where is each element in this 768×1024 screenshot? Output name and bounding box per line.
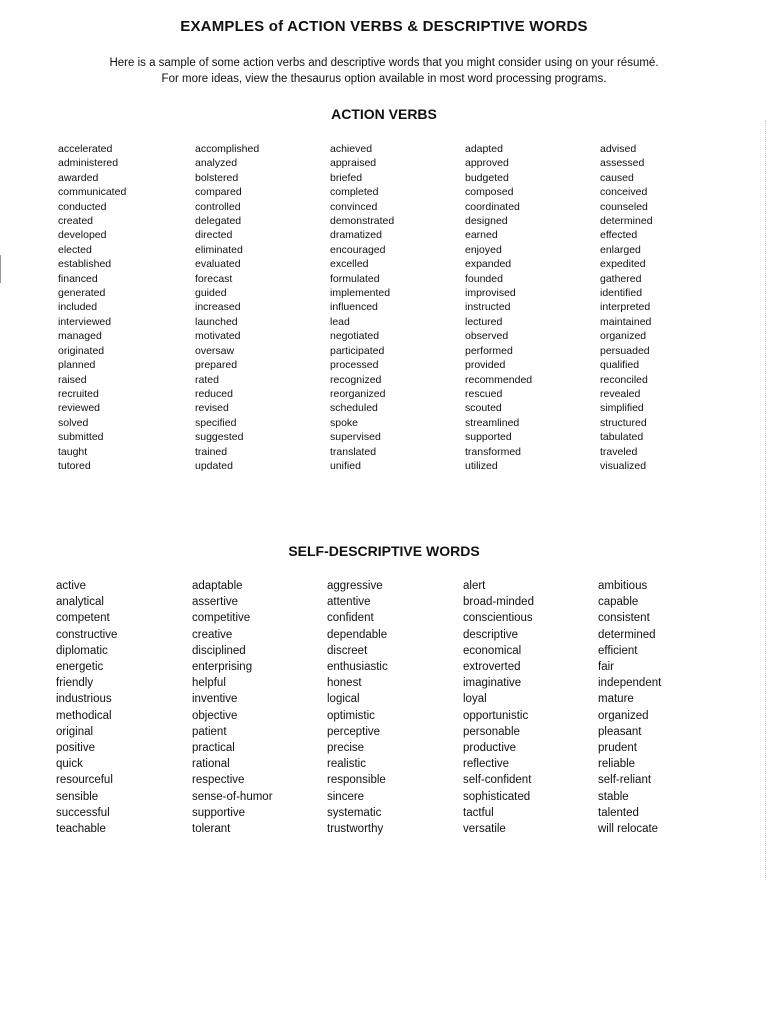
self-descriptive-word: enterprising xyxy=(192,661,253,674)
action-verb-word: organized xyxy=(600,330,647,343)
action-verb-word: specified xyxy=(195,416,237,429)
self-descriptive-word: systematic xyxy=(327,806,382,819)
action-verb-word: submitted xyxy=(58,431,104,444)
action-verb-word: influenced xyxy=(330,301,378,314)
self-descriptive-word: extroverted xyxy=(463,661,521,674)
action-verb-word: lead xyxy=(330,315,350,328)
self-descriptive-word: confident xyxy=(327,612,374,625)
action-verb-word: accelerated xyxy=(58,143,113,155)
self-descriptive-word: energetic xyxy=(56,661,104,674)
self-descriptive-word: diplomatic xyxy=(56,644,108,657)
self-descriptive-word: capable xyxy=(598,596,639,609)
action-verb-word: traveled xyxy=(600,445,638,458)
self-descriptive-word: efficient xyxy=(598,644,638,657)
action-verb-word: simplified xyxy=(600,402,644,415)
action-verb-word: demonstrated xyxy=(330,215,395,228)
scan-artifact-mark xyxy=(0,255,1,283)
self-descriptive-word: industrious xyxy=(56,693,112,706)
action-verb-word: recognized xyxy=(330,373,382,386)
self-descriptive-word: quick xyxy=(56,758,83,771)
self-descriptive-word: supportive xyxy=(192,806,246,819)
self-descriptive-word: realistic xyxy=(327,758,366,771)
self-descriptive-word: assertive xyxy=(192,596,239,609)
action-verb-word: maintained xyxy=(600,315,652,328)
action-verb-word: evaluated xyxy=(195,258,241,271)
self-descriptive-word: self-confident xyxy=(463,774,532,787)
action-verb-word: planned xyxy=(58,359,96,372)
self-descriptive-word: analytical xyxy=(56,596,104,609)
action-verb-word: completed xyxy=(330,186,379,199)
action-verb-word: dramatized xyxy=(330,229,382,242)
self-descriptive-word: ambitious xyxy=(598,580,648,592)
self-descriptive-word: versatile xyxy=(463,823,506,836)
action-verb-word: trained xyxy=(195,445,228,458)
action-verb-word: launched xyxy=(195,315,238,328)
self-descriptive-word: patient xyxy=(192,725,227,738)
action-verb-word: increased xyxy=(195,301,241,314)
action-verb-word: unified xyxy=(330,459,361,472)
self-descriptive-word: constructive xyxy=(56,628,118,641)
action-verb-word: reviewed xyxy=(58,402,101,415)
self-descriptive-column-5 xyxy=(598,578,661,837)
action-verb-word: reduced xyxy=(195,387,233,400)
self-descriptive-word: self-reliant xyxy=(598,774,652,787)
action-verb-word: briefed xyxy=(330,171,363,184)
action-verb-word: interviewed xyxy=(58,315,112,328)
action-verb-word: financed xyxy=(58,272,98,285)
self-descriptive-word: consistent xyxy=(598,612,650,625)
action-verb-word: founded xyxy=(465,272,503,285)
action-verb-word: streamlined xyxy=(465,416,520,429)
action-verb-word: approved xyxy=(465,157,509,170)
action-verb-word: suggested xyxy=(195,431,244,444)
self-descriptive-word: competitive xyxy=(192,612,251,625)
self-descriptive-word: successful xyxy=(56,806,110,819)
action-verb-word: taught xyxy=(58,445,88,458)
intro-line-1: Here is a sample of some action verbs and descriptive words that you might consider using on your résumé. xyxy=(109,57,659,69)
action-verb-word: assessed xyxy=(600,157,645,170)
action-verb-word: raised xyxy=(58,373,87,386)
self-descriptive-word: organized xyxy=(598,709,649,722)
self-descriptive-word: economical xyxy=(463,644,522,657)
self-descriptive-word: sensible xyxy=(56,790,99,803)
self-descriptive-word: independent xyxy=(598,677,662,690)
self-descriptive-word: conscientious xyxy=(463,612,533,625)
action-verb-word: forecast xyxy=(195,272,233,285)
action-verb-word: delegated xyxy=(195,215,242,228)
action-verb-word: reorganized xyxy=(330,387,386,400)
action-verb-word: gathered xyxy=(600,272,642,285)
action-verb-word: oversaw xyxy=(195,344,235,357)
action-verb-word: achieved xyxy=(330,143,373,155)
self-descriptive-word: adaptable xyxy=(192,580,243,592)
self-descriptive-word: methodical xyxy=(56,709,112,722)
action-verb-word: advised xyxy=(600,143,637,155)
self-descriptive-word: tactful xyxy=(463,806,494,819)
action-verb-word: implemented xyxy=(330,287,391,300)
self-descriptive-word: determined xyxy=(598,628,656,641)
self-descriptive-word: will relocate xyxy=(598,823,659,836)
self-descriptive-word: prudent xyxy=(598,742,638,755)
action-verb-word: translated xyxy=(330,445,377,458)
action-verb-word: elected xyxy=(58,243,92,256)
self-descriptive-word: discreet xyxy=(327,644,368,657)
action-verb-word: interpreted xyxy=(600,301,651,314)
action-verb-word: recommended xyxy=(465,373,533,386)
self-descriptive-word: active xyxy=(56,580,87,592)
self-descriptive-word: objective xyxy=(192,709,238,722)
self-descriptive-word: sincere xyxy=(327,790,365,803)
action-verb-column-1 xyxy=(58,142,126,473)
self-descriptive-word: alert xyxy=(463,580,486,592)
action-verb-word: supported xyxy=(465,431,512,444)
action-verb-word: conceived xyxy=(600,186,648,199)
action-verb-word: caused xyxy=(600,171,634,184)
action-verb-word: expedited xyxy=(600,258,646,271)
self-descriptive-word: productive xyxy=(463,742,517,755)
self-descriptive-word: personable xyxy=(463,725,520,738)
self-descriptive-word: sense-of-humor xyxy=(192,790,273,803)
self-descriptive-word: broad-minded xyxy=(463,596,534,609)
self-descriptive-word: stable xyxy=(598,790,629,803)
self-descriptive-word: inventive xyxy=(192,693,238,706)
self-descriptive-word: sophisticated xyxy=(463,790,531,803)
self-descriptive-word: trustworthy xyxy=(327,823,384,836)
self-descriptive-word: fair xyxy=(598,661,614,674)
action-verb-word: administered xyxy=(58,157,119,170)
self-descriptive-word: creative xyxy=(192,628,233,641)
action-verb-word: awarded xyxy=(58,171,99,184)
action-verb-column-4 xyxy=(465,142,532,473)
action-verb-word: motivated xyxy=(195,330,241,343)
action-verb-word: supervised xyxy=(330,431,381,444)
action-verb-word: formulated xyxy=(330,272,380,285)
action-verb-word: originated xyxy=(58,344,105,357)
self-descriptive-word: practical xyxy=(192,742,235,755)
self-descriptive-word: resourceful xyxy=(56,774,113,787)
self-descriptive-word: responsible xyxy=(327,774,386,787)
action-verb-word: performed xyxy=(465,344,513,357)
page-title: EXAMPLES of ACTION VERBS & DESCRIPTIVE WORDS xyxy=(180,18,588,35)
self-descriptive-word: positive xyxy=(56,742,95,755)
intro-text xyxy=(0,55,768,87)
action-verb-word: effected xyxy=(600,229,638,242)
action-verb-word: visualized xyxy=(600,459,647,472)
self-descriptive-word: reflective xyxy=(463,758,510,771)
action-verb-word: qualified xyxy=(600,359,640,372)
action-verb-word: transformed xyxy=(465,445,522,458)
action-verb-column-2 xyxy=(195,142,259,473)
self-descriptive-column-1 xyxy=(56,578,117,837)
action-verb-word: determined xyxy=(600,215,653,228)
action-verb-word: observed xyxy=(465,330,509,343)
self-descriptive-word: rational xyxy=(192,758,230,771)
action-verb-word: enjoyed xyxy=(465,243,502,256)
action-verb-word: compared xyxy=(195,186,242,199)
self-descriptive-word: opportunistic xyxy=(463,709,529,722)
self-descriptive-word: competent xyxy=(56,612,110,625)
self-descriptive-word: honest xyxy=(327,677,362,690)
action-verb-word: revised xyxy=(195,402,229,415)
action-verbs-heading: ACTION VERBS xyxy=(331,106,437,122)
action-verb-word: structured xyxy=(600,416,647,429)
action-verb-word: earned xyxy=(465,229,498,242)
self-descriptive-word: respective xyxy=(192,774,245,787)
action-verb-word: composed xyxy=(465,186,514,199)
action-verb-word: enlarged xyxy=(600,243,641,256)
action-verb-word: budgeted xyxy=(465,171,509,184)
self-descriptive-word: dependable xyxy=(327,628,388,641)
action-verb-word: adapted xyxy=(465,143,503,155)
action-verb-word: expanded xyxy=(465,258,512,271)
action-verb-word: appraised xyxy=(330,157,377,170)
action-verb-word: identified xyxy=(600,287,643,300)
self-descriptive-word: mature xyxy=(598,693,634,706)
self-descriptive-word: precise xyxy=(327,742,365,755)
self-descriptive-column-2 xyxy=(192,578,273,837)
self-descriptive-word: aggressive xyxy=(327,580,383,592)
self-descriptive-word: logical xyxy=(327,693,360,706)
action-verb-word: provided xyxy=(465,359,506,372)
action-verb-word: processed xyxy=(330,359,379,372)
action-verb-word: utilized xyxy=(465,459,498,472)
action-verb-word: lectured xyxy=(465,315,503,328)
self-descriptive-word: enthusiastic xyxy=(327,661,388,674)
action-verb-word: designed xyxy=(465,215,508,228)
action-verb-word: generated xyxy=(58,287,106,300)
action-verb-column-5 xyxy=(600,142,653,473)
action-verb-word: negotiated xyxy=(330,330,380,343)
self-descriptive-column-4 xyxy=(463,578,534,837)
action-verb-word: instructed xyxy=(465,301,511,314)
self-descriptive-word: pleasant xyxy=(598,725,642,738)
action-verb-word: scheduled xyxy=(330,402,378,415)
self-descriptive-word: original xyxy=(56,725,94,738)
action-verb-word: tutored xyxy=(58,459,91,472)
self-descriptive-column-3 xyxy=(327,578,388,837)
action-verb-word: created xyxy=(58,215,94,228)
intro-line-2: For more ideas, view the thesaurus option available in most word processing programs. xyxy=(161,73,607,85)
action-verb-word: accomplished xyxy=(195,143,260,155)
action-verb-word: developed xyxy=(58,229,107,242)
self-descriptive-word: reliable xyxy=(598,758,636,771)
self-descriptive-word: helpful xyxy=(192,677,226,690)
action-verb-word: guided xyxy=(195,287,227,300)
self-descriptive-word: loyal xyxy=(463,693,487,706)
action-verb-word: conducted xyxy=(58,200,107,213)
action-verb-word: improvised xyxy=(465,287,516,300)
action-verb-word: reconciled xyxy=(600,373,648,386)
self-descriptive-word: disciplined xyxy=(192,644,246,657)
action-verb-word: excelled xyxy=(330,258,369,271)
action-verb-word: rated xyxy=(195,373,219,386)
action-verb-word: spoke xyxy=(330,416,359,429)
action-verb-word: convinced xyxy=(330,200,378,213)
self-descriptive-word: talented xyxy=(598,806,639,819)
action-verb-word: tabulated xyxy=(600,431,644,444)
self-descriptive-word: teachable xyxy=(56,823,106,836)
action-verb-word: updated xyxy=(195,459,233,472)
action-verb-word: communicated xyxy=(58,186,127,199)
action-verb-word: included xyxy=(58,301,98,314)
action-verb-word: counseled xyxy=(600,200,648,213)
self-descriptive-word: tolerant xyxy=(192,823,231,836)
action-verb-word: analyzed xyxy=(195,157,238,170)
self-descriptive-word: friendly xyxy=(56,677,94,690)
self-descriptive-word: attentive xyxy=(327,596,371,609)
action-verb-word: participated xyxy=(330,344,385,357)
action-verb-word: bolstered xyxy=(195,171,239,184)
action-verb-word: managed xyxy=(58,330,102,343)
self-descriptive-word: descriptive xyxy=(463,628,518,641)
self-descriptive-word: imaginative xyxy=(463,677,522,690)
action-verb-word: established xyxy=(58,258,112,271)
action-verb-word: solved xyxy=(58,416,89,429)
action-verb-word: directed xyxy=(195,229,233,242)
self-descriptive-heading: SELF-DESCRIPTIVE WORDS xyxy=(288,543,480,559)
action-verb-word: persuaded xyxy=(600,344,650,357)
action-verb-column-3 xyxy=(330,142,394,473)
action-verb-word: scouted xyxy=(465,402,502,415)
scan-edge-dots xyxy=(764,120,766,880)
action-verb-word: encouraged xyxy=(330,243,386,256)
action-verb-word: rescued xyxy=(465,387,503,400)
action-verb-word: recruited xyxy=(58,387,99,400)
action-verb-word: revealed xyxy=(600,387,641,400)
action-verb-word: controlled xyxy=(195,200,241,213)
self-descriptive-word: perceptive xyxy=(327,725,381,738)
action-verb-word: prepared xyxy=(195,359,238,372)
action-verb-word: eliminated xyxy=(195,243,243,256)
action-verb-word: coordinated xyxy=(465,200,520,213)
self-descriptive-word: optimistic xyxy=(327,709,375,722)
